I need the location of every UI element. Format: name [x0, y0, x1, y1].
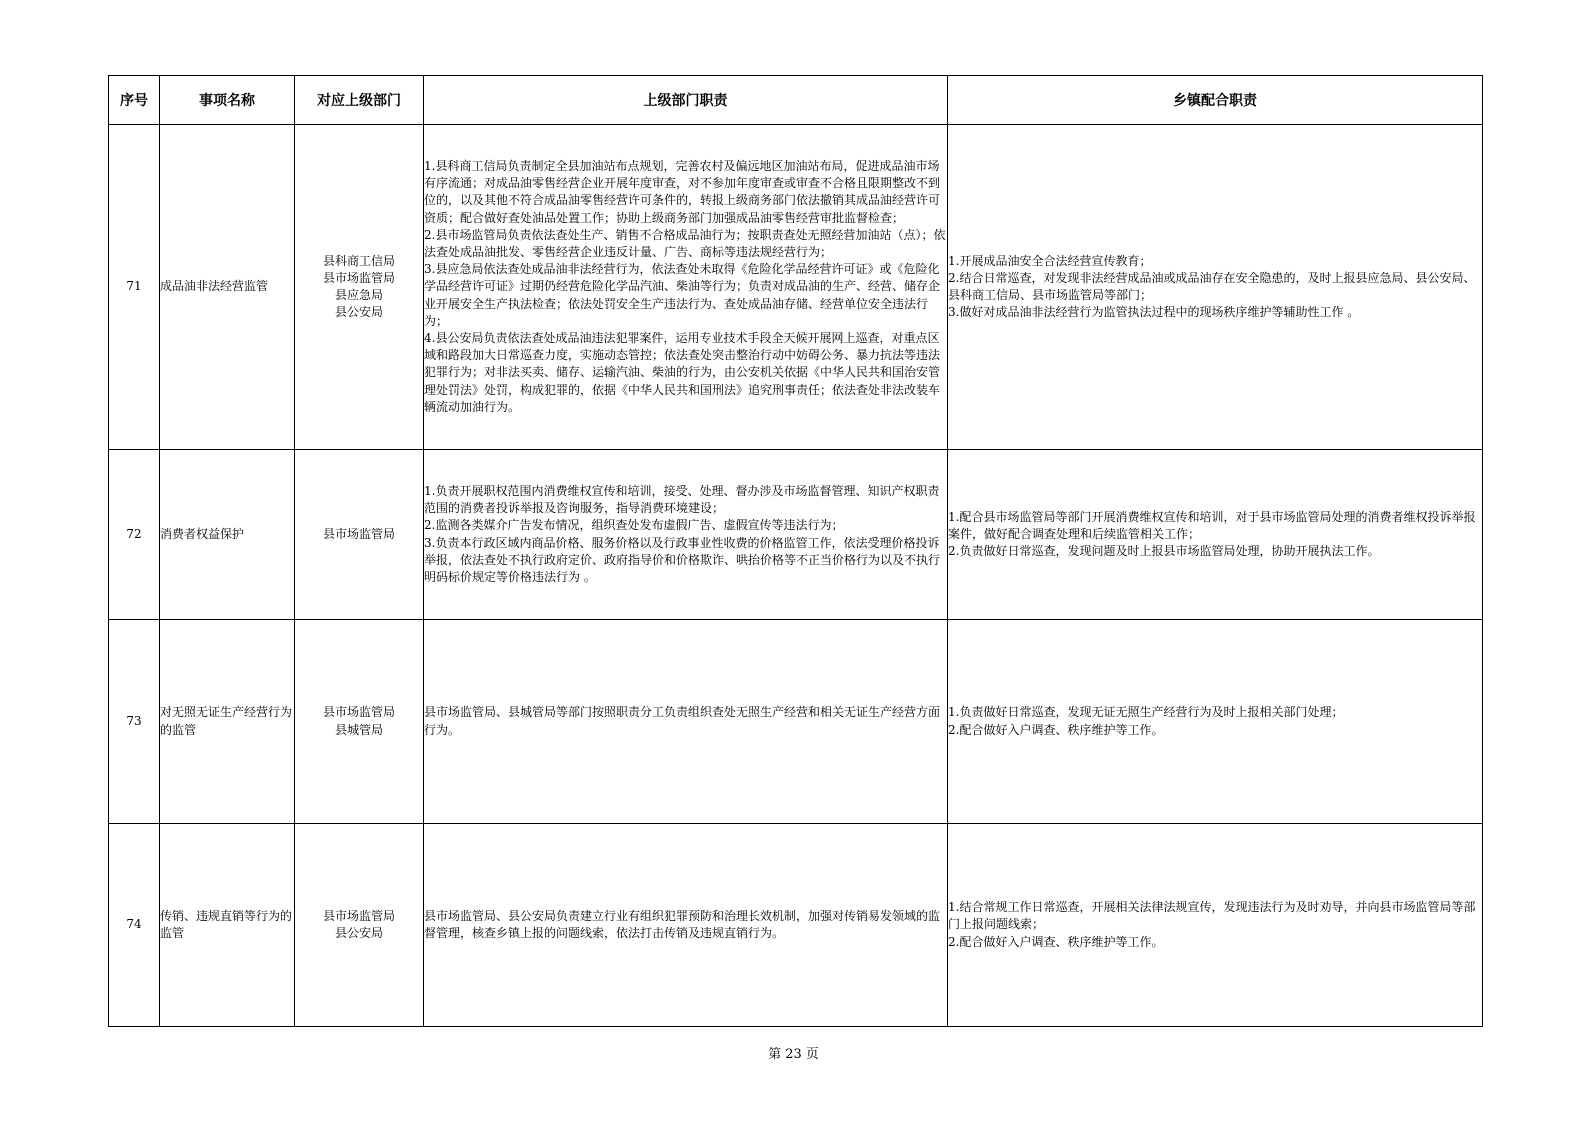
row-upper-duty: 县市场监管局、县公安局负责建立行业有组织犯罪预防和治理长效机制，加强对传销易发领域的监督管理，核查乡镇上报的问题线索，依法打击传销及违规直销行为。 — [424, 824, 948, 1027]
row-upper-duty: 县市场监管局、县城管局等部门按照职责分工负责组织查处无照生产经营和相关无证生产经营方面行为。 — [424, 620, 948, 824]
row-dept: 县市场监管局 — [295, 450, 424, 620]
row-item: 消费者权益保护 — [160, 450, 295, 620]
row-no: 71 — [109, 125, 160, 450]
page-number: 第 23 页 — [768, 1047, 819, 1062]
duty-table — [108, 75, 1483, 1027]
row-item: 传销、违规直销等行为的监管 — [160, 824, 295, 1027]
row-town-duty: 1.开展成品油安全合法经营宣传教育； 2.结合日常巡查，对发现非法经营成品油或成品油存在安全隐患的，及时上报县应急局、县公安局、县科商工信局、县市场监管局等部门； 3.做好对成品油非法经营行为监管执法过程中的现场秩序维护等辅助性工作 。 — [948, 125, 1483, 450]
row-dept: 县市场监管局 县公安局 — [295, 824, 424, 1027]
row-no: 73 — [109, 620, 160, 824]
row-town-duty: 1.结合常规工作日常巡查，开展相关法律法规宣传，发现违法行为及时劝导，并向县市场监管局等部门上报问题线索； 2.配合做好入户调查、秩序维护等工作。 — [948, 824, 1483, 1027]
table-row — [109, 620, 1483, 824]
header-no: 序号 — [109, 76, 160, 125]
row-dept: 县市场监管局 县城管局 — [295, 620, 424, 824]
row-item: 对无照无证生产经营行为的监管 — [160, 620, 295, 824]
header-upper-duty: 上级部门职责 — [424, 76, 948, 125]
header-row — [109, 76, 1483, 125]
table-row — [109, 125, 1483, 450]
row-no: 72 — [109, 450, 160, 620]
header-item: 事项名称 — [160, 76, 295, 125]
row-no: 74 — [109, 824, 160, 1027]
header-dept: 对应上级部门 — [295, 76, 424, 125]
table-row — [109, 824, 1483, 1027]
row-dept: 县科商工信局 县市场监管局 县应急局 县公安局 — [295, 125, 424, 450]
row-upper-duty: 1.县科商工信局负责制定全县加油站布点规划，完善农村及偏远地区加油站布局，促进成品油市场有序流通；对成品油零售经营企业开展年度审查，对不参加年度审查或审查不合格且限期整改不到位的，以及其他不符合成品油零售经营许可条件的，转报上级商务部门依法撤销其成品油经营许可资质；配合做好查处油品处置工作；协助上级商务部门加强成品油零售经营审批监督检查； 2.县市场监管局负责依法查处生产、销售不合格成品油行为；按职责查处无照经营加油站（点）；依法查处成品油批发、零售经营企业违反计量、广告、商标等违法规经营行为； 3.县应急局依法查处成品油非法经营行为，依法查处未取得《危险化学品经营许可证》或《危险化学品经营许可证》过期仍经营危险化学品汽油、柴油等行为；负责对成品油的生产、经营、储存企业开展安全生产执法检查；依法处罚安全生产违法行为、查处成品油存储、经营单位安全违法行为； 4.县公安局负责依法查处成品油违法犯罪案件，运用专业技术手段全天候开展网上巡查，对重点区域和路段加大日常巡查力度，实施动态管控；依法查处突击整治行动中妨碍公务、暴力抗法等违法犯罪行为；对非法买卖、储存、运输汽油、柴油的行为，由公安机关依据《中华人民共和国治安管理处罚法》处罚，构成犯罪的，依据《中华人民共和国刑法》追究刑事责任；依法查处非法改装车辆流动加油行为。 — [424, 125, 948, 450]
row-upper-duty: 1.负责开展职权范围内消费维权宣传和培训，接受、处理、督办涉及市场监督管理、知识产权职责范围的消费者投诉举报及咨询服务，指导消费环境建设； 2.监测各类媒介广告发布情况，组织查处发布虚假广告、虚假宣传等违法行为； 3.负责本行政区域内商品价格、服务价格以及行政事业性收费的价格监管工作，依法受理价格投诉举报，依法查处不执行政府定价、政府指导价和价格欺诈、哄抬价格等不正当价格行为以及不执行明码标价规定等价格违法行为 。 — [424, 450, 948, 620]
row-town-duty: 1.负责做好日常巡查，发现无证无照生产经营行为及时上报相关部门处理； 2.配合做好入户调查、秩序维护等工作。 — [948, 620, 1483, 824]
header-town-duty: 乡镇配合职责 — [948, 76, 1483, 125]
row-item: 成品油非法经营监管 — [160, 125, 295, 450]
table-row — [109, 450, 1483, 620]
row-town-duty: 1.配合县市场监管局等部门开展消费维权宣传和培训，对于县市场监管局处理的消费者维权投诉举报案件，做好配合调查处理和后续监管相关工作； 2.负责做好日常巡查，发现问题及时上报县市场监管局处理，协助开展执法工作。 — [948, 450, 1483, 620]
